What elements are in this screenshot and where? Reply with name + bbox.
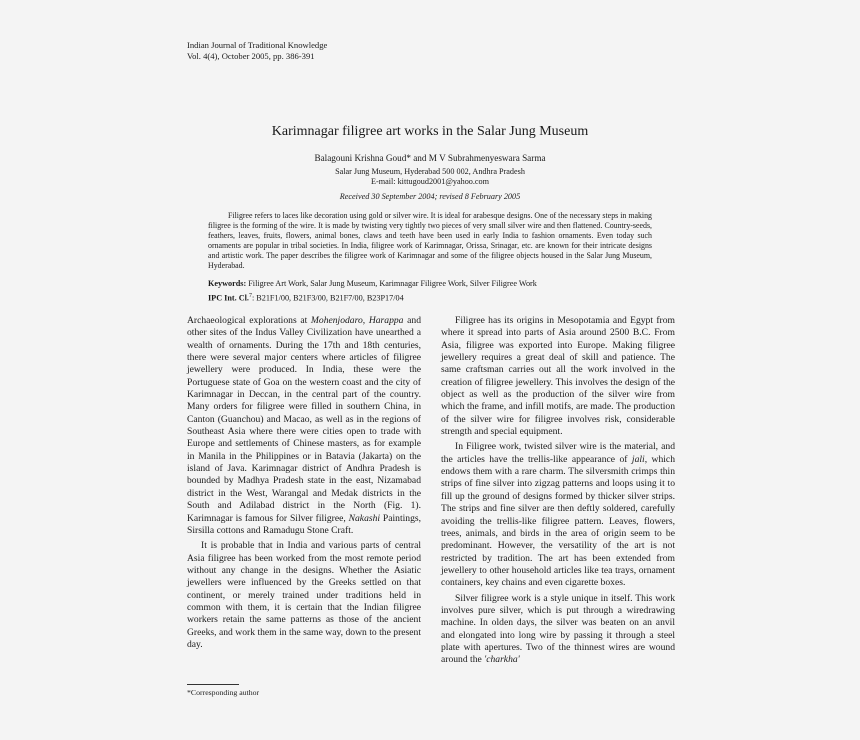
italic-run: jali xyxy=(631,453,645,465)
received-dates: Received 30 September 2004; revised 8 February 2005 xyxy=(339,192,521,201)
ipc-label: IPC Int. Cl. xyxy=(208,293,249,303)
left-paragraph-2: It is probable that in India and various parts of central Asia filigree has been worked from the most remote period without any change in the designs. Whether the Asiatic jewellers were influenced by the Greeks settled on that continent, or merely trained under traditions held in common with them, it is certain that the Indian filigree workers retain the same patterns as those of the ancient Greeks, and work them in the same way, down to the present day. xyxy=(187,540,421,650)
journal-issue: Vol. 4(4), October 2005, pp. 386-391 xyxy=(187,50,315,61)
body-column-left xyxy=(187,315,421,651)
body-column-right xyxy=(441,315,675,667)
right-paragraph-3 xyxy=(441,593,675,667)
text-run: In Filigree work, twisted silver wire is the material, and the articles have the trellis-like appearance of xyxy=(441,441,675,465)
journal-name: Indian Journal of Traditional Knowledge xyxy=(187,40,328,50)
left-paragraph-1 xyxy=(187,315,421,537)
affiliation-email: E-mail: kittugoud2001@yahoo.com xyxy=(370,177,490,186)
ipc-codes: : B21F1/00, B21F3/00, B21F7/00, B23P17/04 xyxy=(251,293,404,303)
article-title: Karimnagar filigree art works in the Salar Jung Museum xyxy=(271,124,589,139)
right-paragraph-2 xyxy=(441,441,675,589)
right-paragraph-1: Filigree has its origins in Mesopotamia and Egypt from where it spread into parts of Asia around 2500 B.C. From Asia, filigree was exported into Europe. Making filigree jewellery requires a great deal of skill and patience. The same craftsman carries out all the work involved in the creation of filigree jewellery. This involves the design of the object as well as the production of the silver wire from which the frame, and infill motifs, are made. The production of the silver wire for filigree involves risk, considerable strength and special equipment. xyxy=(441,315,675,438)
journal-header xyxy=(187,40,327,61)
text-run: Silver filigree work is a style unique in itself. This work involves pure silver, which is put through a wiredrawing machine. In olden days, the silver was beaten on an anvil and elongated into long wire by passing it through a steel plate with apertures. Two of the thinnest wires are wound around the xyxy=(441,592,675,666)
italic-run: 'charkha' xyxy=(484,654,520,666)
affiliation-address: Salar Jung Museum, Hyderabad 500 002, Andhra Pradesh xyxy=(335,167,525,176)
text-run: and other sites of the Indus Valley Civilization have unearthed a wealth of ornaments. During the 17th and 18th centuries, there were several major centers where articles of filigree jewellery were produced. In India, these were the Portuguese state of Goa on the western coast and the city of Karimnagar in Deccan, in the central part of the country. Many orders for filigree were filled in southern China, in Canton (Guanchou) and Macao, as well as in the regions of Southeast Asia where there were cities open to trade with Europe and settlements of Chinese masters, as for example in Manila in the Philippines or in Batavia (Jakarta) on the island of Java. Karimnagar district of Andhra Pradesh is bounded by Madhya Pradesh state in the east, Nizamabad district in the West, Warangal and Medak districts in the South and Adilabad district in the North (Fig. 1). Karimnagar is famous for Silver filigree, xyxy=(187,315,421,524)
article-affiliation xyxy=(0,167,860,187)
italic-run: Mohenjodaro, Harappa xyxy=(310,315,404,326)
article-authors: Balagouni Krishna Goud* and M V Subrahmenyeswara Sarma xyxy=(314,153,546,163)
footnote: *Corresponding author xyxy=(187,688,260,697)
abstract: Filigree refers to laces like decoration using gold or silver wire. It is ideal for arabesque designs. One of the necessary steps in making filigree is the forming of the wire. It is made by twisting very tightly two pieces of very small silver wire and then flattened. Country-seeds, feathers, leaves, fruits, flowers, animal bones, claws and teeth have been used in early India to fashion ornaments. Even today such ornaments are popular in tribal societies. In India, filigree work of Karimnagar, Orissa, Srinagar, etc. are known for their intricate designs and artistic work. The paper describes the filigree work of Karimnagar and some of the filigree objects housed in the Salar Jung Museum, Hyderabad. xyxy=(208,211,652,271)
italic-run: Nakashi xyxy=(348,512,381,524)
ipc-sup: 7 xyxy=(248,293,252,299)
keywords xyxy=(208,278,652,290)
keywords-text: Filigree Art Work, Salar Jung Museum, Karimnagar Filigree Work, Silver Filigree Work xyxy=(248,279,537,288)
keywords-label: Keywords: xyxy=(208,279,247,288)
text-run: Archaeological explorations at xyxy=(187,315,311,326)
text-run: , which endows them with a rare charm. The silversmith crimps thin strips of fine silver into zigzag patterns and loops using it to fill up the ground of designs formed by thicker silver strips. The strips and fine silver are then deftly soldered, carefully avoiding the trellis-like filigree pattern. Leaves, flowers, trees, animals, and birds in the area of origin seem to be predominant. However, the versatility of the art is not restricted by tradition. The art has been extended from jewellery to other household articles like tea trays, ornament containers, key chains and even cigarette boxes. xyxy=(441,453,675,589)
text-run: Paintings, Sirsilla cottons and Ramadugu Stone Craft. xyxy=(187,512,421,536)
footnote-rule xyxy=(187,684,239,685)
ipc-classification xyxy=(208,290,652,305)
